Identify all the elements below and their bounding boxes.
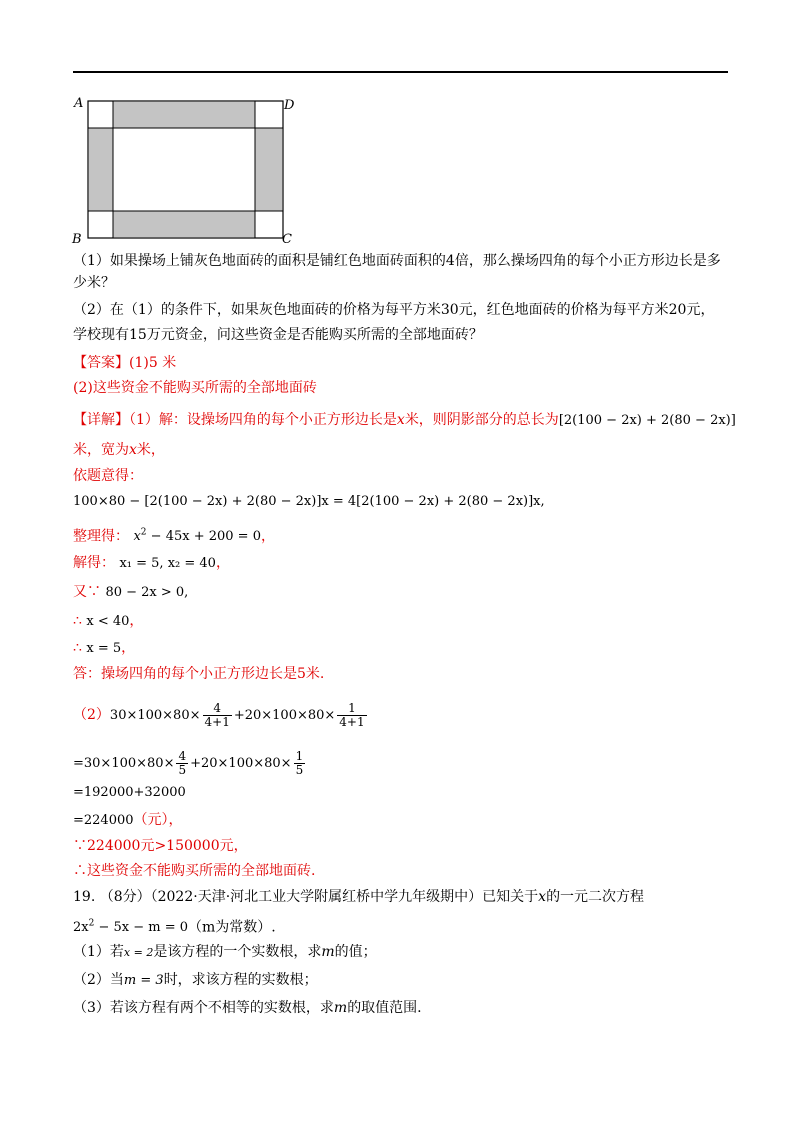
q19-sub3: （3）若该方程有两个不相等的实数根，求m的取值范围. — [73, 1000, 422, 1016]
answer-line1 — [73, 353, 176, 373]
arranged-equation: $x^2 - 45x + 200 = 0$ — [133, 528, 261, 545]
q2-line1: （2）在（1）的条件下，如果灰色地面砖的价格为每平方米30元，红色地面砖的价格为每平方米20元， — [73, 302, 715, 318]
q19-header: 19. （8分）（2022·天津·河北工业大学附属红桥中学九年级期中）已知关于x的一元二次方程 — [73, 889, 645, 905]
detail-line2: 米，宽为x米， — [73, 442, 165, 458]
total-length-expr: [2(100 − 2x) + 2(80 − 2x)] — [558, 413, 736, 428]
detail-line1: 【详解】（1）解：设操场四角的每个小正方形边长是x米，则阴影部分的总长为[2(100 − 2x) + 2(80 − 2x)] — [73, 412, 736, 428]
therefore2-line: ∴ x = 5， — [73, 640, 136, 656]
main-equation: 100×80 − [2(100 − 2x) + 2(80 − 2x)]x = 4[2(100 − 2x) + 2(80 − 2x)]x, — [73, 494, 545, 509]
calc-line4: =224000（元）， — [73, 812, 183, 828]
arrange-line: 整理得： $x^2 - 45x + 200 = 0$， — [73, 528, 275, 545]
conclusion1: 答：操场四角的每个小正方形边长是5米. — [73, 666, 325, 682]
by-problem: 依题意得： — [73, 468, 143, 484]
calc-line2: =30×100×80× $\frac{4}{5}$ +20×100×80× $\frac{1}{5}$ — [73, 748, 304, 777]
q1-line2: 少米？ — [73, 275, 115, 291]
also-line: 又∵ 80 − 2x > 0, — [73, 584, 189, 600]
detail-tag: 【详解】 — [73, 412, 129, 428]
label-d: D — [284, 98, 295, 113]
calc-line3: =192000+32000 — [73, 785, 186, 800]
answer-line2: (2)这些资金不能购买所需的全部地面砖 — [73, 380, 317, 396]
therefore1-line: ∴ x < 40， — [73, 613, 144, 629]
q19-sub2: （2）当m = 3时，求该方程的实数根； — [73, 972, 318, 988]
roots: x₁ = 5, x₂ = 40 — [119, 556, 216, 571]
compare-line: ∵224000元>150000元， — [73, 838, 248, 854]
solve-line: 解得： x₁ = 5, x₂ = 40， — [73, 555, 230, 571]
top-rule — [73, 71, 728, 73]
q19-sub1: （1）若x = 2是该方程的一个实数根，求m的值； — [73, 944, 377, 960]
fraction: $\frac{1}{4+1}$ — [339, 700, 365, 729]
left-gray-strip — [88, 128, 113, 211]
bottom-gray-strip — [113, 211, 255, 238]
fraction: $\frac{4}{4+1}$ — [204, 700, 230, 729]
right-gray-strip — [255, 128, 283, 211]
fraction: $\frac{1}{5}$ — [295, 748, 304, 777]
fraction: $\frac{4}{5}$ — [178, 748, 187, 777]
top-gray-strip — [113, 101, 255, 128]
conclusion2: ∴这些资金不能购买所需的全部地面砖. — [73, 863, 316, 879]
answer-tag: 【答案】 — [73, 355, 129, 371]
q19-equation: $2x^2 - 5x - m = 0(m$为常数）. — [73, 919, 276, 936]
q1-line1: （1）如果操场上铺灰色地面砖的面积是铺红色地面砖面积的4倍，那么操场四角的每个小正方形边长是多 — [73, 253, 721, 269]
answer-1: (1)5 米 — [129, 355, 177, 371]
playground-figure — [70, 93, 300, 248]
calc-line1: （2）30×100×80× $\frac{4}{4+1}$ +20×100×80× $\frac{1}{4+1}$ — [73, 700, 365, 729]
q2-line2: 学校现有15万元资金，问这些资金是否能购买所需的全部地面砖？ — [73, 327, 483, 343]
label-b: B — [72, 232, 82, 247]
label-c: C — [282, 232, 292, 247]
inner-red-area — [113, 128, 255, 211]
label-a: A — [74, 96, 84, 111]
